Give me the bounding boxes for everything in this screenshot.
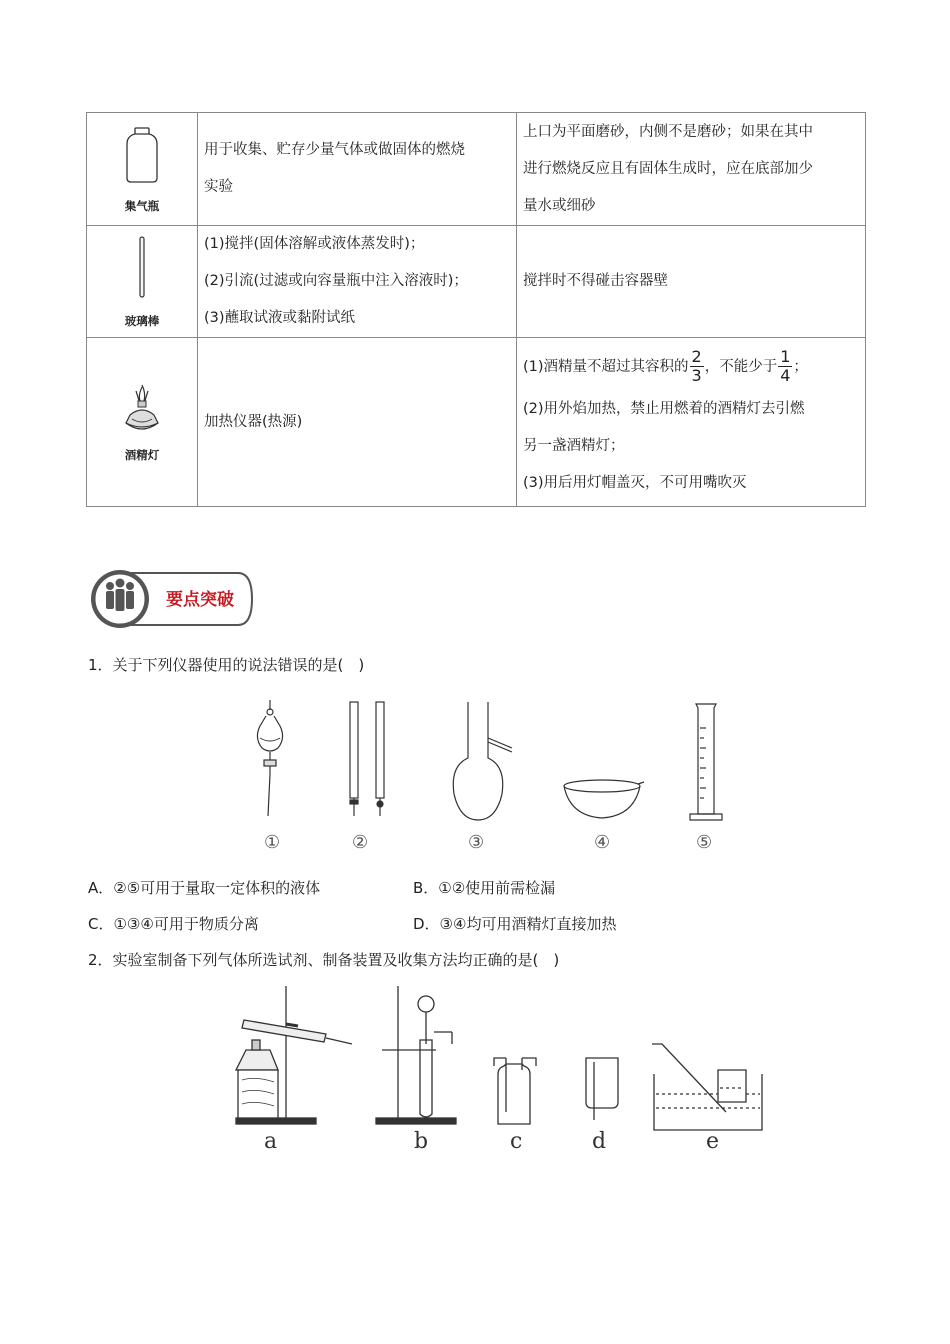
people-group-icon — [106, 579, 134, 612]
caution-line: 搅拌时不得碰击容器壁 — [523, 273, 668, 289]
usage-line: 用于收集、贮存少量气体或做固体的燃烧 — [204, 142, 465, 158]
caution-line: (3)用后用灯帽盖灭，不可用嘴吹灭 — [523, 474, 747, 491]
usage-cell — [198, 338, 517, 507]
fraction — [690, 348, 704, 385]
caution-line: (2)用外焰加热，禁止用燃着的酒精灯去引燃 — [523, 400, 805, 417]
usage-cell — [198, 226, 517, 338]
gas-generator-b-icon — [376, 986, 456, 1124]
fraction-denominator: 3 — [691, 366, 702, 385]
question-2-stem: 2．实验室制备下列气体所选试剂、制备装置及收集方法均正确的是( ) — [88, 951, 560, 969]
figure-label: ③ — [468, 832, 485, 853]
usage-line: (3)蘸取试液或黏附试纸 — [204, 310, 356, 326]
figure-label: ① — [264, 832, 281, 853]
heating-apparatus-a-icon — [236, 986, 352, 1124]
option-b[interactable]: B．①②使用前需检漏 — [413, 879, 556, 897]
table-row — [87, 113, 866, 226]
caution-cell — [517, 226, 866, 338]
distillation-flask-icon — [453, 702, 512, 820]
section-title: 要点突破 — [166, 590, 234, 610]
graduated-cylinder-icon — [690, 704, 722, 820]
separatory-funnel-icon — [257, 700, 282, 816]
question-2-figure — [226, 984, 766, 1154]
option-c[interactable]: C．①③④可用于物质分离 — [88, 915, 259, 933]
fraction — [778, 348, 792, 385]
caution-line: 量水或细砂 — [523, 197, 596, 214]
figure-label: e — [706, 1129, 720, 1154]
figure-label: ② — [352, 832, 369, 853]
burette-icon — [350, 702, 384, 816]
usage-line: (2)引流(过滤或向容量瓶中注入溶液时)； — [204, 273, 468, 289]
instrument-name: 玻璃棒 — [124, 314, 160, 328]
instrument-cell — [87, 226, 198, 338]
usage-cell — [198, 113, 517, 226]
instrument-cell — [87, 338, 198, 507]
caution-cell — [517, 113, 866, 226]
alcohol-lamp-icon — [120, 383, 164, 433]
water-displacement-e-icon — [652, 1044, 762, 1130]
gas-collecting-bottle-icon — [122, 126, 162, 184]
caution-cell — [517, 338, 866, 507]
figure-label: b — [414, 1129, 429, 1154]
caution-line: 上口为平面磨砂，内侧不是磨砂；如果在其中 — [523, 123, 813, 140]
caution-text: (1)酒精量不超过其容积的 — [523, 358, 689, 375]
gas-bottle-c-icon — [494, 1058, 536, 1124]
instrument-name: 集气瓶 — [124, 198, 160, 213]
fraction-denominator: 4 — [780, 366, 791, 385]
caution-text: ，不能少于 — [704, 358, 778, 375]
fraction-numerator: 2 — [691, 347, 702, 366]
figure-label: a — [264, 1129, 278, 1154]
inverted-bottle-d-icon — [586, 1058, 618, 1120]
instrument-cell — [87, 113, 198, 226]
usage-line: (1)搅拌(固体溶解或液体蒸发时)； — [204, 236, 425, 252]
question-1-stem: 1．关于下列仪器使用的说法错误的是( ) — [88, 656, 365, 674]
glass-rod-icon — [132, 235, 152, 299]
question-1-figure — [240, 698, 740, 856]
table-row — [87, 338, 866, 507]
usage-line: 实验 — [204, 179, 233, 195]
instrument-name: 酒精灯 — [124, 447, 160, 462]
fraction-numerator: 1 — [780, 347, 791, 366]
caution-line: 进行燃烧反应且有固体生成时，应在底部加少 — [523, 160, 813, 177]
option-d[interactable]: D．③④均可用酒精灯直接加热 — [413, 915, 617, 933]
usage-line: 加热仪器(热源) — [204, 413, 303, 430]
evaporating-dish-icon — [564, 780, 644, 818]
option-a[interactable]: A．②⑤可用于量取一定体积的液体 — [88, 879, 321, 897]
caution-line: 另一盏酒精灯； — [523, 437, 625, 454]
figure-label: ⑤ — [696, 832, 713, 853]
figure-label: d — [592, 1129, 607, 1154]
figure-label: c — [510, 1129, 523, 1154]
caution-line — [523, 343, 859, 391]
caution-text: ； — [793, 358, 808, 375]
figure-label: ④ — [594, 832, 611, 853]
table-row — [87, 226, 866, 338]
instrument-table — [86, 112, 866, 507]
